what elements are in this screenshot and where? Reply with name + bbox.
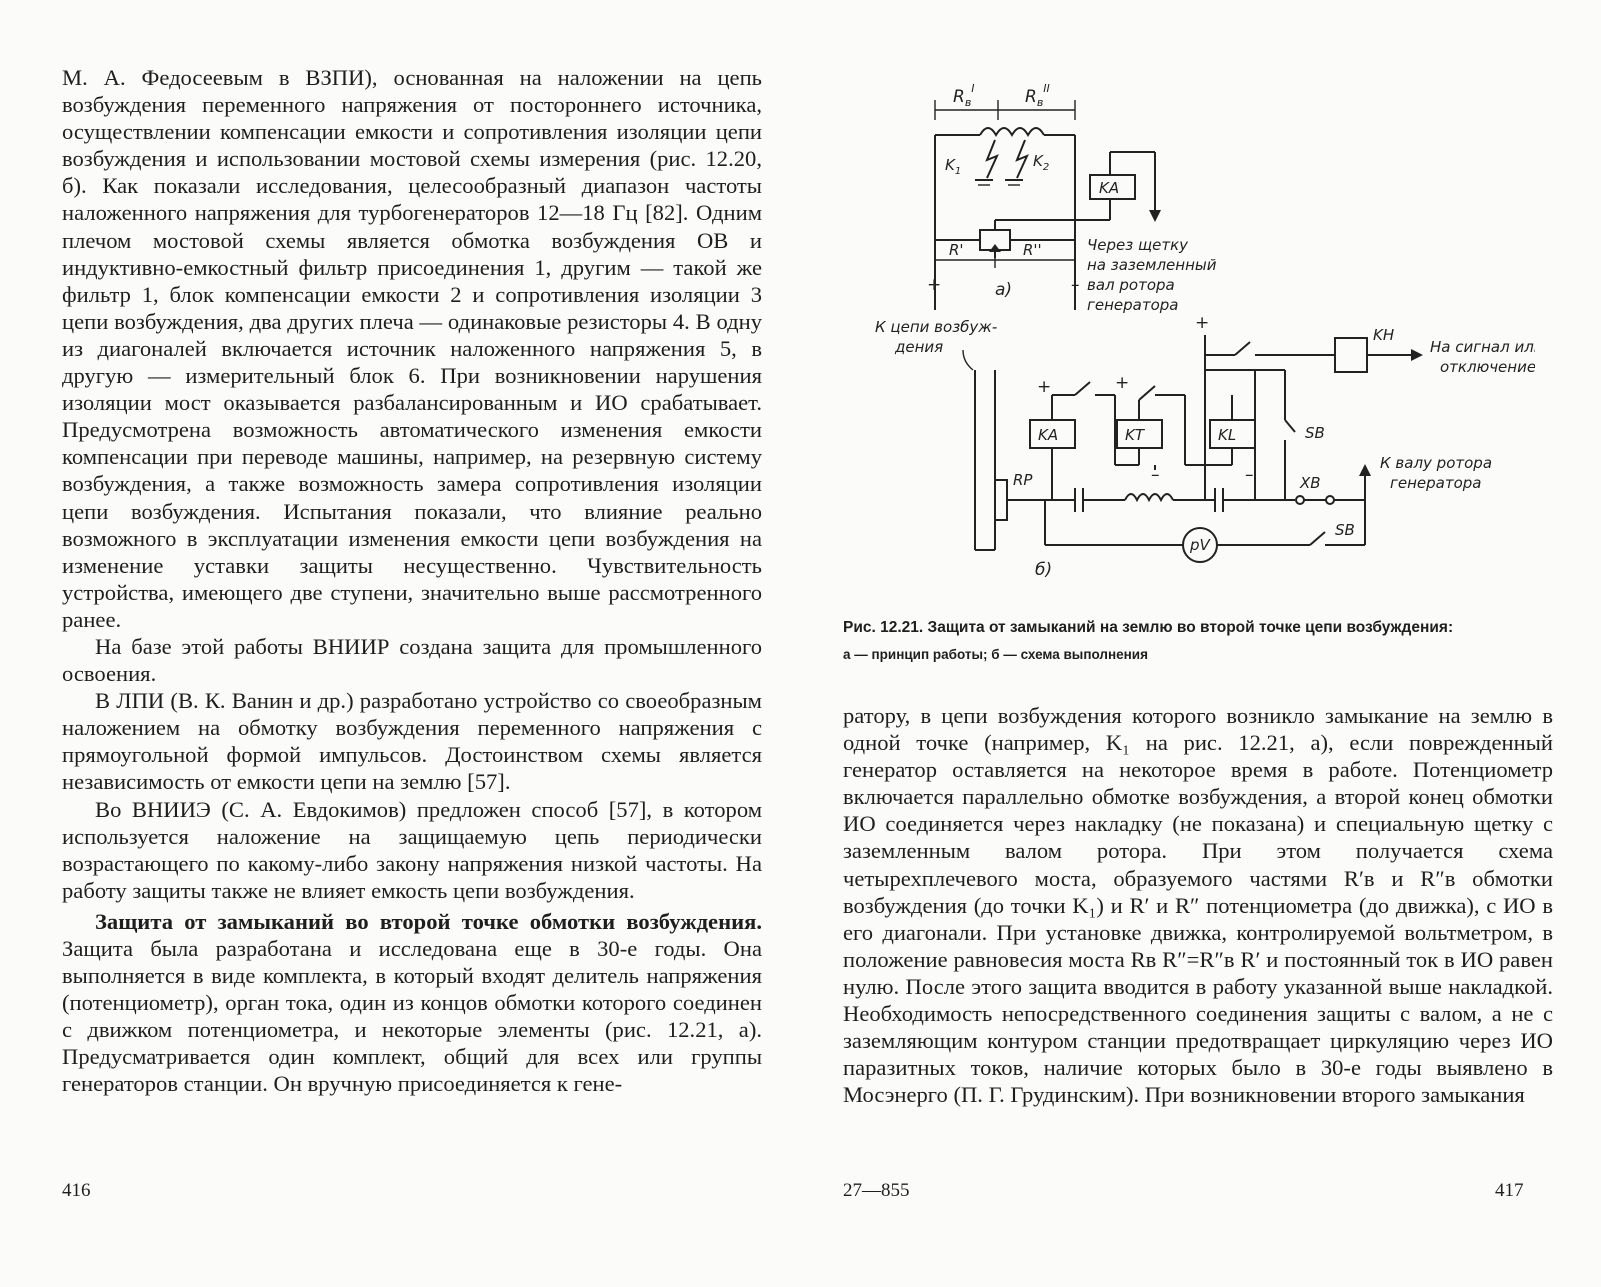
right-paragraph-1: ратору, в цепи возбуждения которого возникло замыкание на землю в одной точке (например, K₁ на рис. 12.21, а), если поврежденный генератор оставляется на некоторое время в работе. Потенциометр включается параллельно обмотке возбуждения, а второй конец обмотки ИО соединяется через накладку (не показана) и специальную щетку с заземленным валом ротора. При этом получается схема четырехплечевого моста, образуемого частями R′в и R″в обмотки возбуждения (до точки K₁) и R′ и R″ потенциометра (до движка), с ИО в его диагонали. При установке движка, контролируемой вольтметром, в положение равновесия моста Rв R″=R″в R′ и постоянный ток в ИО равен нулю. После этого защита вводится в работу указанной выше накладкой. Необходимость непосредственного соединения защиты с валом, а не с заземляющим контуром станции предотвращает циркуляцию через ИО паразитных токов, наличие которых было в 30-е годы выявлено в Мосэнерго (П. Г. Грудинским). При возникновении второго замыкания (843, 703, 1553, 1108)
svg-text:KA: KA (1038, 426, 1059, 444)
right-page (790, 0, 1601, 1287)
svg-text:KL: KL (1218, 426, 1237, 444)
svg-text:+: + (1115, 373, 1130, 393)
section-paragraph (62, 908, 762, 1098)
relay-kh (1335, 338, 1367, 372)
figure-caption (843, 618, 1553, 662)
svg-text:б): б) (1035, 560, 1053, 580)
svg-text:RP: RP (1013, 471, 1033, 489)
svg-text:SB: SB (1335, 521, 1355, 539)
svg-text:на заземленный: на заземленный (1087, 256, 1217, 274)
left-text-column (62, 64, 762, 1098)
svg-text:–: – (1245, 465, 1254, 485)
left-page-number: 416 (62, 1180, 91, 1201)
svg-text:KH: KH (1373, 326, 1395, 344)
svg-text:SB: SB (1305, 424, 1325, 442)
label-rv1: $R_в^I$ (953, 82, 975, 109)
svg-text:отключение: отключение (1440, 358, 1535, 376)
right-page-number: 417 (1495, 1180, 1524, 1201)
svg-text:–: – (1151, 465, 1160, 485)
caption-title: Рис. 12.21. Защита от замыканий на землю во второй точке цепи возбуждения: (843, 619, 1454, 636)
svg-text:K1: $K_1$ (945, 156, 962, 177)
svg-text:XB: XB (1300, 474, 1321, 492)
left-paragraph-4: Во ВНИИЭ (С. А. Евдокимов) предложен способ [57], в котором используется наложение на защищаемую цепь периодически возрастающего по какому-либо закону напряжения низкой частоты. На работу защиты также не влияет емкость цепи возбуждения. (62, 796, 762, 903)
svg-text:вал ротора: вал ротора (1087, 276, 1175, 294)
svg-text:Через щетку: Через щетку (1087, 236, 1189, 254)
svg-text:генератора: генератора (1390, 474, 1482, 492)
svg-text:+: + (1037, 377, 1052, 397)
svg-text:R'': R'' (1023, 241, 1042, 259)
left-page (0, 0, 790, 1287)
svg-text:К цепи возбуж-: К цепи возбуж- (875, 318, 998, 336)
right-text-column (843, 702, 1553, 1108)
left-paragraph-1: М. А. Федосеевым в ВЗПИ), основанная на наложении на цепь возбуждения переменного напряжения от постороннего источника, осуществлении компенсации емкости и сопротивления изоляции цепи возбуждения и использовании мостовой схемы измерения (рис. 12.20, б). Как показали исследования, целесообразный диапазон частоты наложенного напряжения для турбогенераторов 12—18 Гц [82]. Одним плечом мостовой схемы является обмотка возбуждения ОВ и индуктивно-емкостный фильтр присоединения 1, другим — такой же фильтр 1, блок компенсации емкости 2 и сопротивления изоляции 3 цепи возбуждения, два других плеча — одинаковые резисторы 4. В одну из диагоналей включается источник наложенного напряжения 5, в другую — измерительный блок 6. При возникновении нарушения изоляции мост оказывается разбалансированным и ИО срабатывает. Предусмотрена возможность автоматического изменения емкости компенсации при переводе машины, например, на резервную систему возбуждения, а также возможность замера сопротивления изоляции цепи возбуждения. Испытания показали, что влияние реально возможного в эксплуатации изменения емкости цепи возбуждения на изменение уставки защиты несущественно. Чувствительность устройства, имеющего две ступени, значительно выше рассмотренного ранее. (62, 65, 762, 632)
diagram-b (875, 313, 1535, 580)
left-paragraph-2: На базе этой работы ВНИИР создана защита для промышленного освоения. (62, 633, 762, 687)
diagram-a (927, 82, 1217, 314)
svg-text:KA: KA (1099, 179, 1120, 197)
svg-text:а): а) (995, 280, 1013, 300)
svg-text:K2: $K_2$ (1033, 152, 1050, 173)
label-rv2: $R_в^{II}$ (1025, 82, 1050, 109)
figure-12-21 (855, 70, 1535, 590)
svg-text:На сигнал или: На сигнал или (1430, 338, 1535, 356)
svg-text:pV: pV (1190, 536, 1210, 554)
svg-text:+: + (1195, 313, 1210, 333)
signature-mark: 27—855 (843, 1180, 910, 1201)
svg-text:R': R' (949, 241, 964, 259)
svg-text:генератора: генератора (1087, 296, 1179, 314)
svg-text:KT: KT (1125, 426, 1144, 444)
resistor-rp (995, 480, 1007, 520)
svg-text:–: – (1071, 275, 1080, 295)
svg-text:дения: дения (895, 338, 944, 356)
left-paragraph-3: В ЛПИ (В. К. Ванин и др.) разработано устройство со своеобразным наложением на обмотку возбуждения переменного напряжения с прямоугольной формой импульсов. Достоинством схемы является независимость от емкости цепи на землю [57]. (62, 688, 762, 795)
section-heading: Защита от замыканий во второй точке обмотки возбуждения. (95, 908, 762, 934)
caption-legend: а — принцип работы; б — схема выполнения (843, 647, 1148, 662)
section-text: Защита была разработана и исследована еще в 30-е годы. Она выполняется в виде комплекта, в который входят делитель напряжения (потенциометр), орган тока, один из концов обмотки которого соединен с движком потенциометра, и некоторые элементы (рис. 12.21, а). Предусматривается один комплект, общий для всех или группы генераторов станции. Он вручную присоединяется к гене- (62, 936, 762, 1097)
svg-text:К валу ротора: К валу ротора (1380, 454, 1493, 472)
circuit-diagram (855, 70, 1535, 590)
svg-text:+: + (927, 275, 942, 295)
